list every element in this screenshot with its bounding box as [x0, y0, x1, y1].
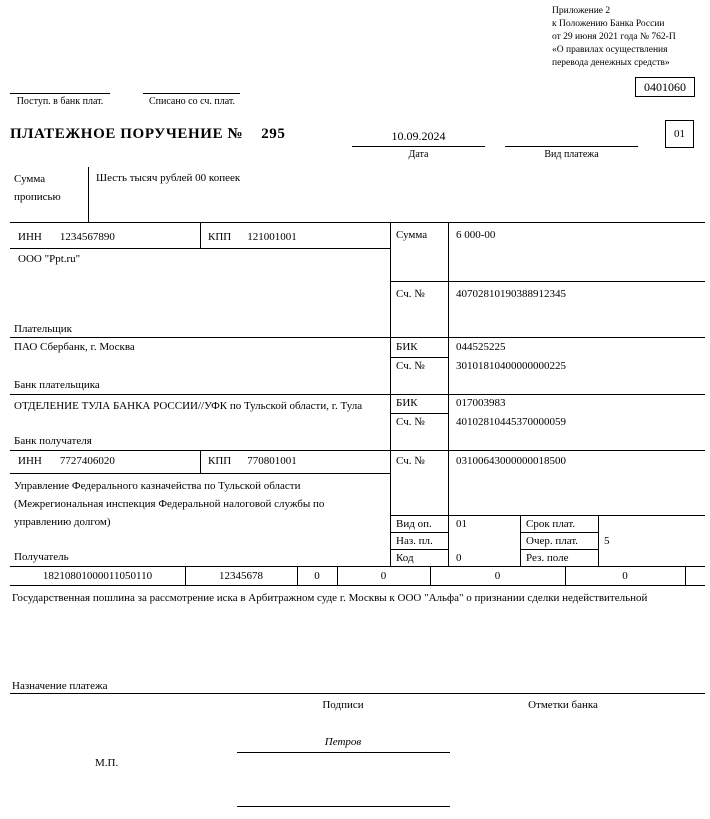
- doc-date-cell: 0: [622, 570, 628, 582]
- divider-line: [10, 450, 705, 451]
- amount-label: Сумма: [396, 229, 428, 241]
- divider-line: [88, 167, 89, 222]
- divider-line: [10, 585, 705, 586]
- divider-line: [390, 549, 448, 550]
- payer-account-value: 40702810190388912345: [456, 288, 566, 300]
- doc-number-cell: 0: [494, 570, 501, 582]
- divider-line: [10, 473, 390, 474]
- amount-words-value: Шесть тысяч рублей 00 копеек: [96, 172, 241, 184]
- date-label: Дата: [408, 149, 429, 160]
- payee-bank-name: ОТДЕЛЕНИЕ ТУЛА БАНКА РОССИИ//УФК по Тульской области, г. Тула: [14, 400, 363, 412]
- divider-line: [598, 515, 599, 566]
- stamp-label: М.П.: [95, 757, 119, 769]
- payee-bank-label: Банк получателя: [14, 435, 92, 447]
- payment-order-title: ПЛАТЕЖНОЕ ПОРУЧЕНИЕ №: [10, 126, 244, 142]
- appendix-line: «О правилах осуществления: [552, 45, 668, 55]
- divider-line: [390, 532, 448, 533]
- divider-line: [10, 222, 705, 223]
- payer-name: ООО "Ppt.ru": [18, 253, 81, 265]
- code-label: Код: [396, 552, 414, 564]
- payee-kpp-value: 770801001: [247, 455, 297, 467]
- payee-inn-label: ИНН: [18, 455, 42, 467]
- amount-value: 6 000-00: [456, 229, 496, 241]
- appendix-line: Приложение 2: [552, 6, 611, 16]
- purpose-code-label: Наз. пл.: [396, 535, 433, 547]
- divider-line: [10, 693, 705, 694]
- bank-marks-label: Отметки банка: [528, 699, 598, 711]
- divider-line: [520, 532, 598, 533]
- signature-value: Петров: [324, 736, 362, 748]
- appendix-line: от 29 июня 2021 года № 762-П: [552, 32, 676, 42]
- signature-line-2: [237, 806, 450, 807]
- payer-bank-label: Банк плательщика: [14, 379, 100, 391]
- amount-words-label: Сумма прописью: [14, 173, 61, 203]
- debited-from-account-label: Списано со сч. плат.: [148, 96, 236, 107]
- payee-account-value: 03100643000000018500: [456, 455, 566, 467]
- payer-bank-bik-value: 044525225: [456, 341, 506, 353]
- signature-line-1: [237, 752, 450, 753]
- appendix-note: [552, 5, 676, 70]
- payee-label: Получатель: [14, 551, 69, 563]
- payment-order-number: 295: [261, 126, 286, 142]
- divider-line: [352, 146, 485, 147]
- payer-bank-bik-label: БИК: [396, 341, 418, 353]
- payee-kpp: [208, 454, 297, 468]
- payee-bank-bik-label: БИК: [396, 397, 418, 409]
- form-code-box: 0401060: [635, 77, 695, 97]
- priority-value: 5: [604, 535, 610, 547]
- payer-bank-account-value: 30101810400000000225: [456, 360, 566, 372]
- appendix-line: к Положению Банка России: [552, 19, 665, 29]
- divider-line: [520, 549, 598, 550]
- payee-bank-bik-value: 017003983: [456, 397, 506, 409]
- received-in-bank-label: Поступ. в банк плат.: [16, 96, 104, 107]
- oktmo-cell: 12345678: [219, 570, 263, 582]
- payer-inn-value: 1234567890: [59, 231, 115, 243]
- payee-kpp-label: КПП: [208, 455, 232, 467]
- divider-line: [390, 413, 448, 414]
- payee-inn-value: 7727406020: [59, 455, 115, 467]
- date-value: 10.09.2024: [391, 129, 446, 143]
- priority-label: Очер. плат.: [526, 535, 579, 547]
- divider-line: [200, 450, 201, 473]
- payer-inn-label: ИНН: [18, 231, 42, 243]
- payer-bank-account-label: Сч. №: [396, 360, 425, 372]
- document-title: [10, 127, 286, 141]
- payee-bank-account-label: Сч. №: [396, 416, 425, 428]
- payer-kpp-value: 121001001: [247, 231, 297, 243]
- op-kind-value: 01: [456, 518, 467, 530]
- payee-inn: [18, 454, 115, 468]
- payment-kind-label: Вид платежа: [544, 149, 599, 160]
- payee-name: Управление Федерального казначейства по Тульской области (Межрегиональная инспекция Федеральной налоговой службы по управлению долгом): [14, 480, 325, 528]
- divider-line: [10, 93, 110, 94]
- code-value: 0: [456, 552, 462, 564]
- divider-line: [390, 222, 391, 566]
- purpose-label: Назначение платежа: [12, 680, 108, 692]
- payee-bank-account-value: 40102810445370000059: [456, 416, 566, 428]
- divider-line: [390, 281, 705, 282]
- payer-inn: [18, 230, 115, 244]
- payer-status-box: 01: [665, 120, 694, 148]
- divider-line: [10, 394, 705, 395]
- op-kind-label: Вид оп.: [396, 518, 432, 530]
- appendix-line: перевода денежных средств»: [552, 58, 670, 68]
- divider-line: [685, 566, 686, 585]
- payee-account-label: Сч. №: [396, 455, 425, 467]
- divider-line: [520, 515, 521, 566]
- divider-line: [200, 222, 201, 248]
- payer-kpp: [208, 230, 297, 244]
- signatures-label: Подписи: [322, 699, 364, 711]
- payer-account-label: Сч. №: [396, 288, 425, 300]
- tax-period-cell: 0: [380, 570, 387, 582]
- divider-line: [10, 337, 705, 338]
- payer-kpp-label: КПП: [208, 231, 232, 243]
- payer-label: Плательщик: [14, 323, 72, 335]
- divider-line: [10, 248, 390, 249]
- divider-line: [390, 357, 448, 358]
- divider-line: [10, 566, 705, 567]
- divider-line: [505, 146, 638, 147]
- divider-line: [448, 222, 449, 566]
- reserve-field-label: Рез. поле: [526, 552, 569, 564]
- divider-line: [390, 515, 705, 516]
- payment-basis-cell: 0: [314, 570, 320, 582]
- kbk-cell: 18210801000011050110: [42, 570, 153, 582]
- divider-line: [143, 93, 240, 94]
- payer-bank-name: ПАО Сбербанк, г. Москва: [14, 341, 135, 353]
- due-date-label: Срок плат.: [526, 518, 576, 530]
- purpose-text: Государственная пошлина за рассмотрение иска в Арбитражном суде г. Москвы к ООО "Альфа" о признании сделки недействительной: [12, 592, 648, 604]
